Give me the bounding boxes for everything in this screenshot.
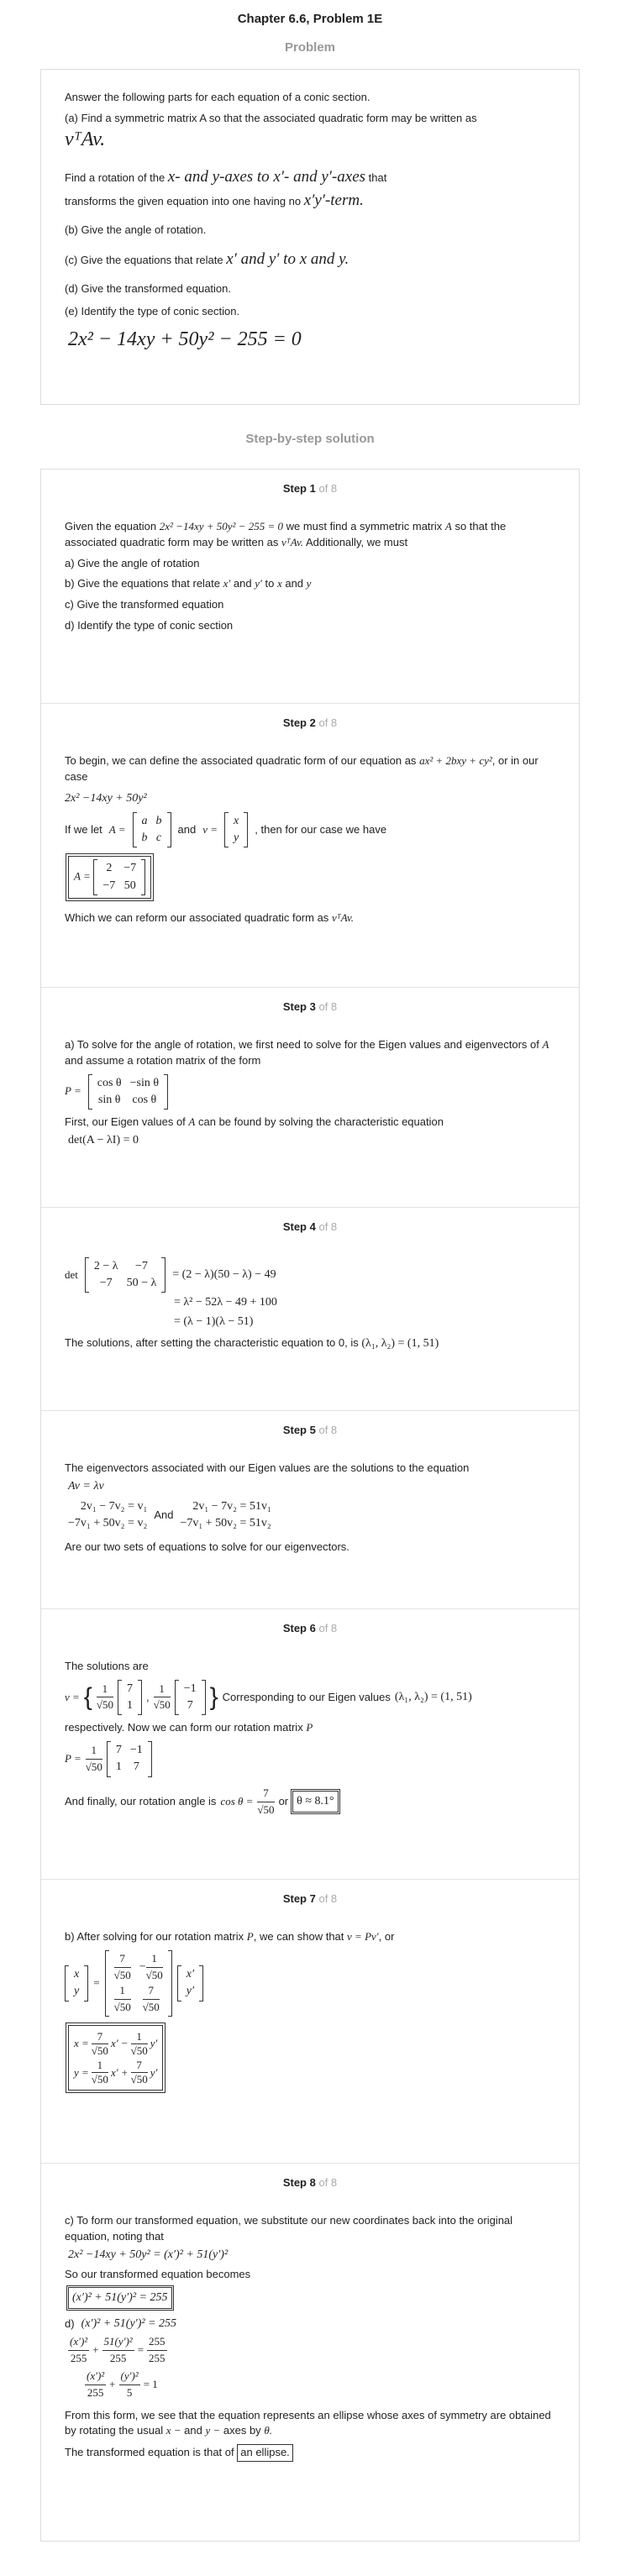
step2-text2: , or in our case [65, 753, 539, 783]
step-5-heading [65, 1423, 555, 1439]
step8-and: and [184, 2424, 202, 2437]
minus-sign: − [139, 1960, 146, 1974]
eq-term: x′ + [110, 2065, 129, 2079]
fraction-numerator: 7 [143, 1983, 160, 2000]
step-7-heading [65, 1891, 555, 1907]
step6-p: P [306, 1721, 313, 1734]
step-of-total: of 8 [318, 1622, 338, 1634]
matrix-cell: 50 − λ [126, 1277, 157, 1290]
step6-p-eq: P = [65, 1752, 81, 1765]
matrix-cell: 1 [115, 1760, 122, 1774]
step-3-heading [65, 999, 555, 1015]
eq-term: y′ [150, 2065, 158, 2079]
step5-text1: The eigenvectors associated with our Eigen values are the solutions to the equation [65, 1461, 470, 1474]
step3-rotation-matrix [88, 1074, 168, 1110]
fraction-denominator: √50 [142, 2001, 160, 2014]
matrix-cell: x [234, 814, 239, 827]
matrix-cell: −7 [102, 879, 116, 892]
step1-y: y [306, 577, 312, 590]
eq-term: y′ [150, 2037, 158, 2050]
step-2 [41, 703, 579, 987]
step-2-heading [65, 716, 555, 732]
fraction-numerator: (x′)² [85, 2369, 106, 2385]
system-line: −7v₁ + 50v₂ = v₂ [68, 1517, 148, 1530]
fraction-denominator: √50 [153, 1698, 171, 1712]
step-label: Step 4 [282, 1220, 316, 1233]
rotation-math2: x′y′-term. [303, 191, 364, 210]
step8-y: y − [205, 2424, 221, 2437]
step1-vav: vᵀAv. [281, 535, 304, 548]
step6-cos: cos θ = [220, 1794, 254, 1807]
step-6-heading [65, 1621, 555, 1637]
eq-term: x′ − [110, 2037, 129, 2050]
matrix-cell: y′ [186, 1985, 195, 1998]
step3-text4: can be found by solving the characteristic equation [198, 1115, 444, 1129]
step5-system1 [68, 1498, 147, 1533]
fraction-denominator: √50 [130, 2043, 148, 2057]
eq-lhs: y = [74, 2065, 89, 2079]
step-of-total: of 8 [318, 2176, 338, 2189]
problem-part-a-math: vᵀAv. [65, 128, 106, 150]
step5-system2 [180, 1498, 271, 1533]
fraction-denominator: √50 [91, 2072, 108, 2085]
step1-item-c: c) Give the transformed equation [65, 598, 224, 611]
problem-part-c: (c) Give the equations that relate [65, 254, 223, 267]
step-7 [41, 1879, 579, 2163]
step2-reform-math: vᵀAv. [331, 911, 355, 925]
step5-text2: Are our two sets of equations to solve for our eigenvectors. [65, 1540, 349, 1553]
fraction-numerator: 7 [131, 2059, 148, 2073]
problem-card [40, 69, 580, 405]
step7-xpyp-vector [177, 1965, 203, 2002]
step-of-total: of 8 [318, 482, 338, 495]
matrix-cell: c [155, 832, 162, 845]
step5-and: And [154, 1508, 174, 1521]
step8-theta: θ. [264, 2424, 272, 2437]
step-label: Step 7 [282, 1892, 316, 1905]
fraction-denominator: √50 [130, 2072, 148, 2085]
matrix-cell: x′ [186, 1968, 195, 1981]
step6-frac4 [257, 1786, 274, 1818]
step8-text4: The transformed equation is that of [65, 2446, 234, 2459]
fraction-numerator: (x′)² [68, 2334, 89, 2351]
step-of-total: of 8 [318, 1424, 338, 1436]
step7-p-matrix [105, 1950, 172, 2017]
step1-matrix-a: A [444, 519, 452, 533]
step4-line1: = (2 − λ)(50 − λ) − 49 [172, 1267, 276, 1281]
step2-case: 2x² −14xy + 50y² [65, 791, 147, 805]
step2-boxed-matrix [68, 856, 151, 899]
step8-text1: c) To form our transformed equation, we substitute our new coordinates back into the original equation, noting that [65, 2213, 513, 2243]
step2-and: and [177, 822, 197, 836]
step-8 [41, 2163, 579, 2541]
matrix-cell: 7 [115, 1744, 122, 1757]
step4-line2: = λ² − 52λ − 49 + 100 [174, 1296, 277, 1309]
equals-one: = 1 [143, 2377, 158, 2390]
step4-solutions: The solutions, after setting the characteristic equation to 0, is [65, 1336, 359, 1350]
fraction-denominator: 255 [70, 2352, 87, 2365]
step2-matrix-abc [133, 812, 171, 848]
step8-answer: an ellipse. [237, 2444, 293, 2462]
step6-frac3 [86, 1743, 102, 1776]
step2-reform: Which we can reform our associated quadratic form as [65, 911, 329, 925]
step1-and2: and [285, 577, 304, 590]
step2-if: If we let [65, 822, 102, 836]
step4-line3: = (λ − 1)(λ − 51) [174, 1314, 254, 1328]
step-6: Step 6 of 8 The solutions are v = { $\frac{1}{√50}$ 7 1 , $\frac{1}{√50}$ −1 7 } Corresponding to our Eigen values (λ₁, λ₂) = (1, 51) respectively. Now we can form our rotation matrix P P = $\frac{1}{√50}$ 7 −1 1 7 And finally, our rotation angle is cos θ = $\frac{7}{√50}$ or θ ≈ 8.1° [41, 1608, 579, 1879]
matrix-cell: x [74, 1968, 80, 1981]
step1-equation: 2x² −14xy + 50y² − 255 = 0 [159, 519, 283, 533]
eq-lhs: x = [74, 2037, 89, 2050]
fraction-numerator: 255 [147, 2334, 167, 2351]
solution-card [40, 469, 580, 2542]
step7-xy-vector [65, 1965, 88, 2002]
step8-text3: From this form, we see that the equation represents an ellipse whose axes of symmetry are obtained by rotating the usual [65, 2408, 551, 2437]
step6-vector2 [175, 1680, 206, 1716]
step6-vector1 [118, 1680, 142, 1716]
step-1-heading [65, 481, 555, 497]
plus-sign: + [109, 2377, 116, 2390]
matrix-cell: −1 [183, 1681, 197, 1695]
step1-text1: we must find a symmetric matrix [286, 519, 443, 533]
fraction-denominator: √50 [85, 1760, 102, 1773]
matrix-cell: b [155, 814, 162, 827]
fraction-denominator: 5 [126, 2385, 133, 2399]
step1-x: x [276, 577, 282, 590]
matrix-cell: cos θ [97, 1076, 122, 1089]
step6-frac1 [97, 1681, 113, 1714]
step8-text2: So our transformed equation becomes [65, 2267, 251, 2280]
step-label: Step 1 [282, 482, 316, 495]
step-of-total: of 8 [318, 1000, 338, 1013]
step3-characteristic: det(A − λI) = 0 [68, 1133, 139, 1146]
step-label: Step 8 [282, 2176, 316, 2189]
step6-p-matrix [107, 1741, 152, 1777]
step-4 [41, 1207, 579, 1410]
step7-text3: , or [378, 1929, 395, 1943]
step2-a-eq: A = [108, 822, 126, 836]
system-line: −7v₁ + 50v₂ = 51v₂ [180, 1517, 271, 1530]
fraction-denominator: 255 [87, 2385, 104, 2399]
matrix-cell: 50 [123, 879, 136, 892]
step8-x: x − [166, 2424, 181, 2437]
step4-det-matrix [85, 1257, 166, 1293]
matrix-cell: 2 − λ [93, 1259, 118, 1272]
step7-text2: , we can show that [253, 1929, 344, 1943]
problem-part-d: (d) Give the transformed equation. [65, 281, 231, 295]
step2-a2-eq: A = [74, 870, 91, 884]
step3-text2: and assume a rotation matrix of the form [65, 1053, 261, 1067]
step-label: Step 3 [282, 1000, 316, 1013]
step-label: Step 6 [282, 1622, 316, 1634]
step3-text1: a) To solve for the angle of rotation, we first need to solve for the Eigen values and eigenvectors of [65, 1037, 539, 1051]
system-line: 2v₁ − 7v₂ = v₁ [80, 1499, 148, 1513]
step7-boxed-equations [68, 2025, 163, 2091]
fraction-numerator: 1 [86, 1743, 102, 1760]
problem-intro: Answer the following parts for each equation of a conic section. [65, 91, 370, 103]
problem-part-b: (b) Give the angle of rotation. [65, 223, 207, 236]
fraction-numerator: 1 [154, 1681, 171, 1698]
step7-p: P [246, 1929, 254, 1943]
step7-equals: = [93, 1975, 100, 1989]
step7-text1: b) After solving for our rotation matrix [65, 1929, 244, 1943]
fraction-numerator: 7 [92, 2030, 108, 2044]
step7-eq: v = Pv′ [347, 1929, 379, 1943]
step6-eigen-values: (λ₁, λ₂) = (1, 51) [394, 1690, 472, 1703]
solution-heading: Step-by-step solution [245, 432, 375, 446]
page-title: Chapter 6.6, Problem 1E [237, 12, 383, 26]
step2-matrix-values [93, 859, 145, 895]
step2-vector-v [224, 812, 248, 848]
step3-p-eq: P = [65, 1084, 81, 1098]
matrix-cell: 7 [133, 1760, 139, 1774]
step8-d-eq: (x′)² + 51(y′)² = 255 [81, 2316, 177, 2330]
step2-form: ax² + 2bxy + cy² [419, 753, 492, 767]
matrix-cell: −7 [123, 862, 137, 875]
matrix-cell: −7 [134, 1259, 148, 1272]
step-3 [41, 987, 579, 1207]
problem-part-c-math: x′ and y′ to x and y. [226, 250, 349, 269]
step8-axes: axes by [223, 2424, 261, 2437]
rotation-line2: transforms the given equation into one having no [65, 195, 302, 208]
matrix-cell: −sin θ [129, 1076, 160, 1089]
step8-boxed-equation: (x′)² + 51(y′)² = 255 [68, 2287, 172, 2309]
fraction-numerator: 1 [131, 2030, 148, 2044]
fraction-numerator: 7 [257, 1786, 274, 1802]
matrix-cell: y [234, 832, 239, 845]
step1-item-a: a) Give the angle of rotation [65, 556, 200, 569]
step8-d: d) [65, 2316, 75, 2330]
fraction-denominator: √50 [113, 1968, 131, 1981]
step4-det: det [65, 1267, 78, 1281]
step6-v-eq: v = [65, 1690, 80, 1703]
step2-then: , then for our case we have [255, 822, 387, 836]
matrix-cell: −7 [99, 1277, 113, 1290]
step6-frac2 [154, 1681, 171, 1714]
matrix-cell: 7 [187, 1698, 193, 1712]
step-label: Step 5 [282, 1424, 316, 1436]
step6-corresponding: Corresponding to our Eigen values [222, 1690, 391, 1703]
step1-given: Given the equation [65, 519, 157, 533]
step-1 [41, 470, 579, 703]
matrix-cell: sin θ [97, 1093, 121, 1106]
fraction-numerator: 51(y′)² [102, 2334, 134, 2351]
fraction-denominator: 255 [149, 2352, 166, 2365]
step3-a: A [542, 1037, 549, 1051]
step-5 [41, 1410, 579, 1608]
rotation-prefix: Find a rotation of the [65, 171, 166, 185]
fraction-denominator: √50 [91, 2043, 108, 2057]
step6-or: or [278, 1794, 289, 1807]
step1-xprime: x′ [223, 577, 231, 590]
fraction-denominator: √50 [145, 1968, 163, 1981]
fraction-numerator: 7 [114, 1951, 131, 1968]
fraction-numerator: 1 [97, 1681, 113, 1698]
fraction-numerator: 1 [114, 1983, 131, 2000]
fraction-numerator: 1 [92, 2059, 108, 2073]
matrix-cell: cos θ [132, 1093, 157, 1106]
step6-text1: The solutions are [65, 1659, 149, 1672]
step1-item-b: b) Give the equations that relate [65, 577, 221, 590]
fraction-numerator: 1 [146, 1951, 163, 1968]
step4-solutions-math: (λ₁, λ₂) = (1, 51) [361, 1337, 439, 1351]
problem-part-e: (e) Identify the type of conic section. [65, 304, 240, 317]
step-label: Step 2 [282, 716, 316, 729]
rotation-suffix: that [368, 171, 387, 185]
step1-yprime: y′ [255, 577, 262, 590]
step6-theta-answer: θ ≈ 8.1° [292, 1791, 339, 1813]
plus-sign: + [92, 2343, 99, 2357]
fraction-denominator: 255 [109, 2352, 127, 2365]
step6-resp: respectively. Now we can form our rotation matrix [65, 1721, 303, 1734]
step-of-total: of 8 [318, 1892, 338, 1905]
step1-text3: Additionally, we must [305, 535, 408, 548]
problem-heading: Problem [284, 40, 335, 55]
step-of-total: of 8 [318, 716, 338, 729]
step1-text2: so that the associated quadratic form may be written as [65, 519, 507, 548]
step2-v-eq: v = [202, 822, 218, 836]
matrix-cell: −1 [129, 1744, 143, 1757]
step1-item-d: d) Identify the type of conic section [65, 619, 234, 632]
fraction-numerator: (y′)² [119, 2369, 140, 2385]
problem-equation: 2x² − 14xy + 50y² − 255 = 0 [68, 328, 302, 350]
fraction-denominator: √50 [96, 1698, 113, 1712]
step8-eq1: 2x² −14xy + 50y² = (x′)² + 51(y′)² [68, 2248, 229, 2261]
step5-eq: Av = λv [68, 1479, 104, 1493]
step-of-total: of 8 [318, 1220, 338, 1233]
rotation-math: x- and y-axes to x′- and y′-axes [167, 168, 366, 186]
problem-part-a: (a) Find a symmetric matrix A so that the associated quadratic form may be written as [65, 111, 477, 124]
matrix-cell: a [141, 814, 148, 827]
fraction-denominator: √50 [113, 2001, 131, 2014]
step1-to: to [265, 577, 275, 590]
matrix-cell: 1 [126, 1698, 133, 1712]
matrix-cell: y [74, 1985, 80, 1998]
step2-text1: To begin, we can define the associated quadratic form of our equation as [65, 753, 417, 767]
step-4-heading [65, 1220, 555, 1236]
matrix-cell: b [141, 832, 148, 845]
step1-and: and [233, 577, 252, 590]
matrix-cell: 7 [126, 1681, 133, 1695]
step6-final: And finally, our rotation angle is [65, 1794, 217, 1807]
step-8-heading [65, 2175, 555, 2191]
step3-text3: First, our Eigen values of [65, 1115, 186, 1129]
system-line: 2v₁ − 7v₂ = 51v₁ [192, 1499, 271, 1513]
step3-a2: A [188, 1115, 196, 1129]
matrix-cell: 2 [106, 862, 113, 875]
equals-sign: = [137, 2343, 144, 2357]
fraction-denominator: √50 [257, 1802, 275, 1816]
